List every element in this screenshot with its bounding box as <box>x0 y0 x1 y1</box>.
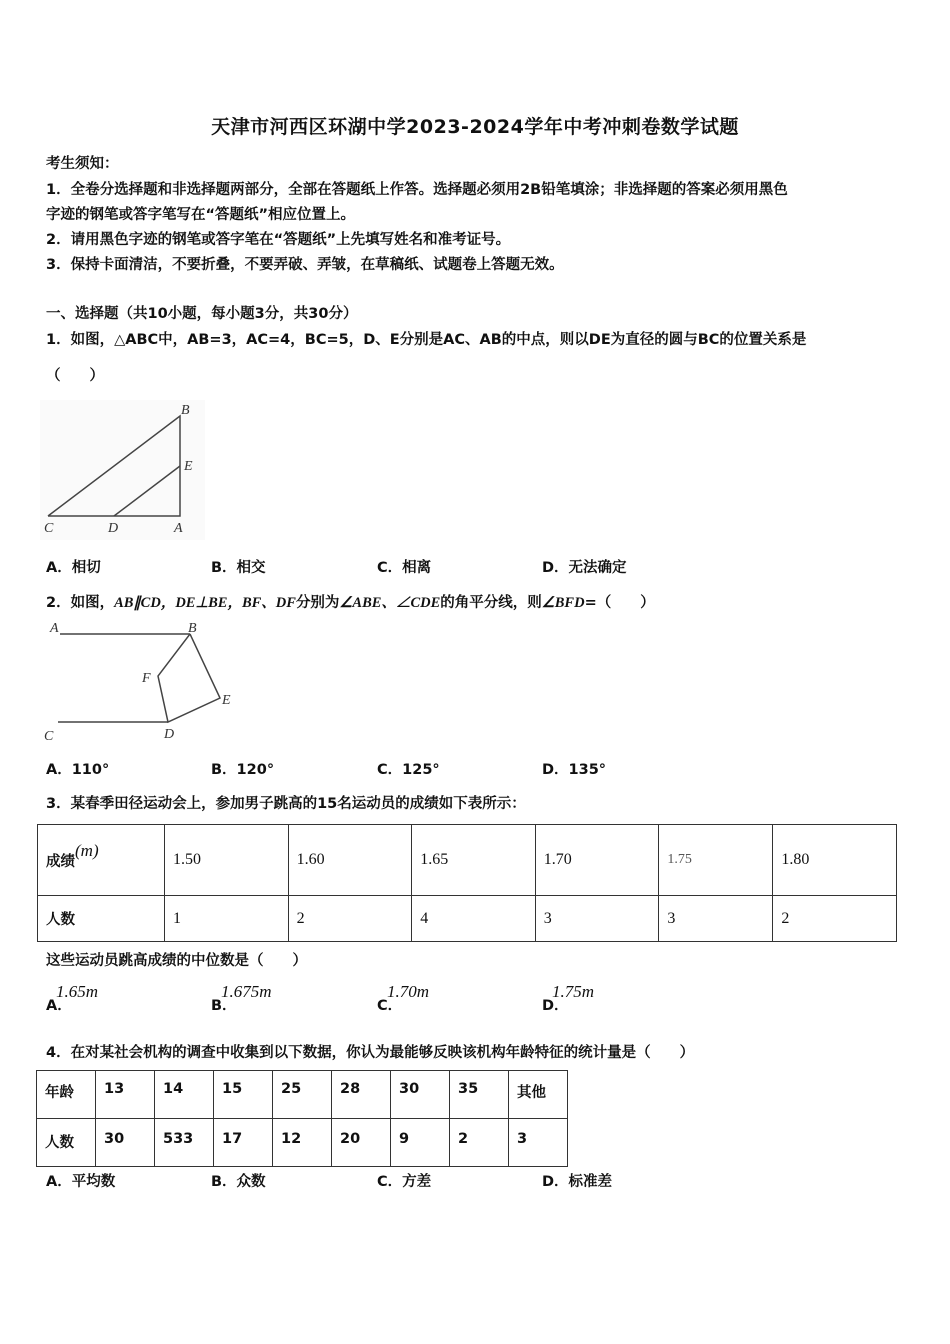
q4-option-d[interactable]: D．标准差 <box>542 1174 613 1190</box>
q1-stem: 1．如图，△ABC中，AB=3，AC=4，BC=5，D、E分别是AC、AB的中点，则以DE为直径的圆与BC的位置关系是 <box>46 332 807 348</box>
q3-score-cell: 1.80 <box>773 825 897 896</box>
q3-stem: 3．某春季田径运动会上，参加男子跳高的15名运动员的成绩如下表所示： <box>46 796 526 812</box>
q3-count-cell: 3 <box>535 896 659 942</box>
q1-triangle-figure <box>40 400 205 540</box>
label-b: B <box>188 621 197 636</box>
q3-count-row <box>38 896 897 942</box>
page-title: 天津市河西区环湖中学2023-2024学年中考冲刺卷数学试题 <box>211 116 739 138</box>
notice-item-1-cont: 字迹的钢笔或答字笔写在“答题纸”相应位置上。 <box>46 207 356 223</box>
q1-option-a[interactable]: A．相切 <box>46 560 101 576</box>
q2-option-d[interactable]: D．135° <box>542 762 607 778</box>
q3-option-d[interactable]: D． 1.75m <box>542 982 595 1014</box>
q2-option-b[interactable]: B．120° <box>211 762 275 778</box>
q4-count-row <box>37 1119 568 1167</box>
q4-count-cell: 12 <box>273 1119 332 1167</box>
label-d: D <box>108 521 119 536</box>
q4-count-cell: 533 <box>155 1119 214 1167</box>
label-a: A <box>50 621 59 636</box>
label-e: E <box>184 459 193 474</box>
q1-option-b[interactable]: B．相交 <box>211 560 266 576</box>
q2-stem: 2．如图，AB∥CD，DE⊥BE，BF、DF分别为∠ABE、∠CDE的角平分线，则∠BFD=（ ） <box>46 595 655 611</box>
q4-count-cell: 17 <box>214 1119 273 1167</box>
notice-item-2: 2．请用黑色字迹的钢笔或答字笔在“答题纸”上先填写姓名和准考证号。 <box>46 232 511 248</box>
notice-item-3: 3．保持卡面清洁，不要折叠，不要弄破、弄皱，在草稿纸、试题卷上答题无效。 <box>46 257 564 273</box>
q3-question: 这些运动员跳高成绩的中位数是（ ） <box>46 953 307 969</box>
q4-age-cell: 28 <box>332 1071 391 1119</box>
q4-age-cell: 15 <box>214 1071 273 1119</box>
q3-count-cell: 4 <box>412 896 536 942</box>
q4-age-cell: 30 <box>391 1071 450 1119</box>
q3-count-head: 人数 <box>38 896 165 942</box>
label-b: B <box>181 403 190 418</box>
q4-option-a[interactable]: A．平均数 <box>46 1174 116 1190</box>
q3-unit: (m) <box>75 840 99 860</box>
q3-score-cell: 1.50 <box>165 825 289 896</box>
label-a: A <box>174 521 183 536</box>
q3-count-cell: 3 <box>659 896 773 942</box>
q2-parallel-figure <box>40 618 240 746</box>
q4-count-head: 人数 <box>37 1119 96 1167</box>
q3-score-row <box>38 825 897 896</box>
label-d: D <box>164 727 175 742</box>
q4-age-cell: 14 <box>155 1071 214 1119</box>
q2-stem-math: AB∥CD，DE⊥BE，BF、DF <box>114 595 296 611</box>
q2-option-c[interactable]: C．125° <box>377 762 440 778</box>
q4-option-b[interactable]: B．众数 <box>211 1174 266 1190</box>
q3-count-cell: 2 <box>288 896 412 942</box>
q4-age-head: 年龄 <box>37 1071 96 1119</box>
q3-option-c[interactable]: C． 1.70m <box>377 982 430 1014</box>
q3-option-b[interactable]: B． 1.675m <box>211 982 272 1014</box>
q3-score-cell: 1.75 <box>659 825 773 896</box>
q4-stem: 4．在对某社会机构的调查中收集到以下数据，你认为最能够反映该机构年龄特征的统计量是（ ） <box>46 1045 695 1061</box>
q4-age-cell: 其他 <box>509 1071 568 1119</box>
q1-bracket: （ ） <box>46 368 104 384</box>
label-c: C <box>44 729 54 744</box>
q2-option-a[interactable]: A．110° <box>46 762 110 778</box>
q4-age-cell: 35 <box>450 1071 509 1119</box>
q3-score-table <box>37 824 897 942</box>
q4-count-cell: 9 <box>391 1119 450 1167</box>
quadrilateral-bedf <box>158 634 220 722</box>
label-f: F <box>142 671 151 686</box>
q4-count-cell: 20 <box>332 1119 391 1167</box>
q3-score-cell: 1.65 <box>412 825 536 896</box>
q1-option-d[interactable]: D．无法确定 <box>542 560 627 576</box>
q3-count-cell: 2 <box>773 896 897 942</box>
q3-option-a[interactable]: A． 1.65m <box>46 982 99 1014</box>
q4-age-table <box>36 1070 568 1167</box>
notice-item-1: 1．全卷分选择题和非选择题两部分，全部在答题纸上作答。选择题必须用2B铅笔填涂；非选择题的答案必须用黑色 <box>46 182 788 198</box>
q3-count-cell: 1 <box>165 896 289 942</box>
q4-age-cell: 25 <box>273 1071 332 1119</box>
q4-count-cell: 2 <box>450 1119 509 1167</box>
q1-option-c[interactable]: C．相离 <box>377 560 432 576</box>
q3-score-cell: 1.70 <box>535 825 659 896</box>
notice-heading: 考生须知： <box>46 156 119 172</box>
q3-score-head: 成绩(m) <box>38 825 165 896</box>
label-c: C <box>44 521 54 536</box>
q4-count-cell: 3 <box>509 1119 568 1167</box>
section-heading: 一、选择题（共10小题，每小题3分，共30分） <box>46 306 358 322</box>
q3-score-cell: 1.60 <box>288 825 412 896</box>
q4-age-cell: 13 <box>96 1071 155 1119</box>
q4-option-c[interactable]: C．方差 <box>377 1174 432 1190</box>
label-e: E <box>222 693 231 708</box>
q4-count-cell: 30 <box>96 1119 155 1167</box>
q4-age-row <box>37 1071 568 1119</box>
